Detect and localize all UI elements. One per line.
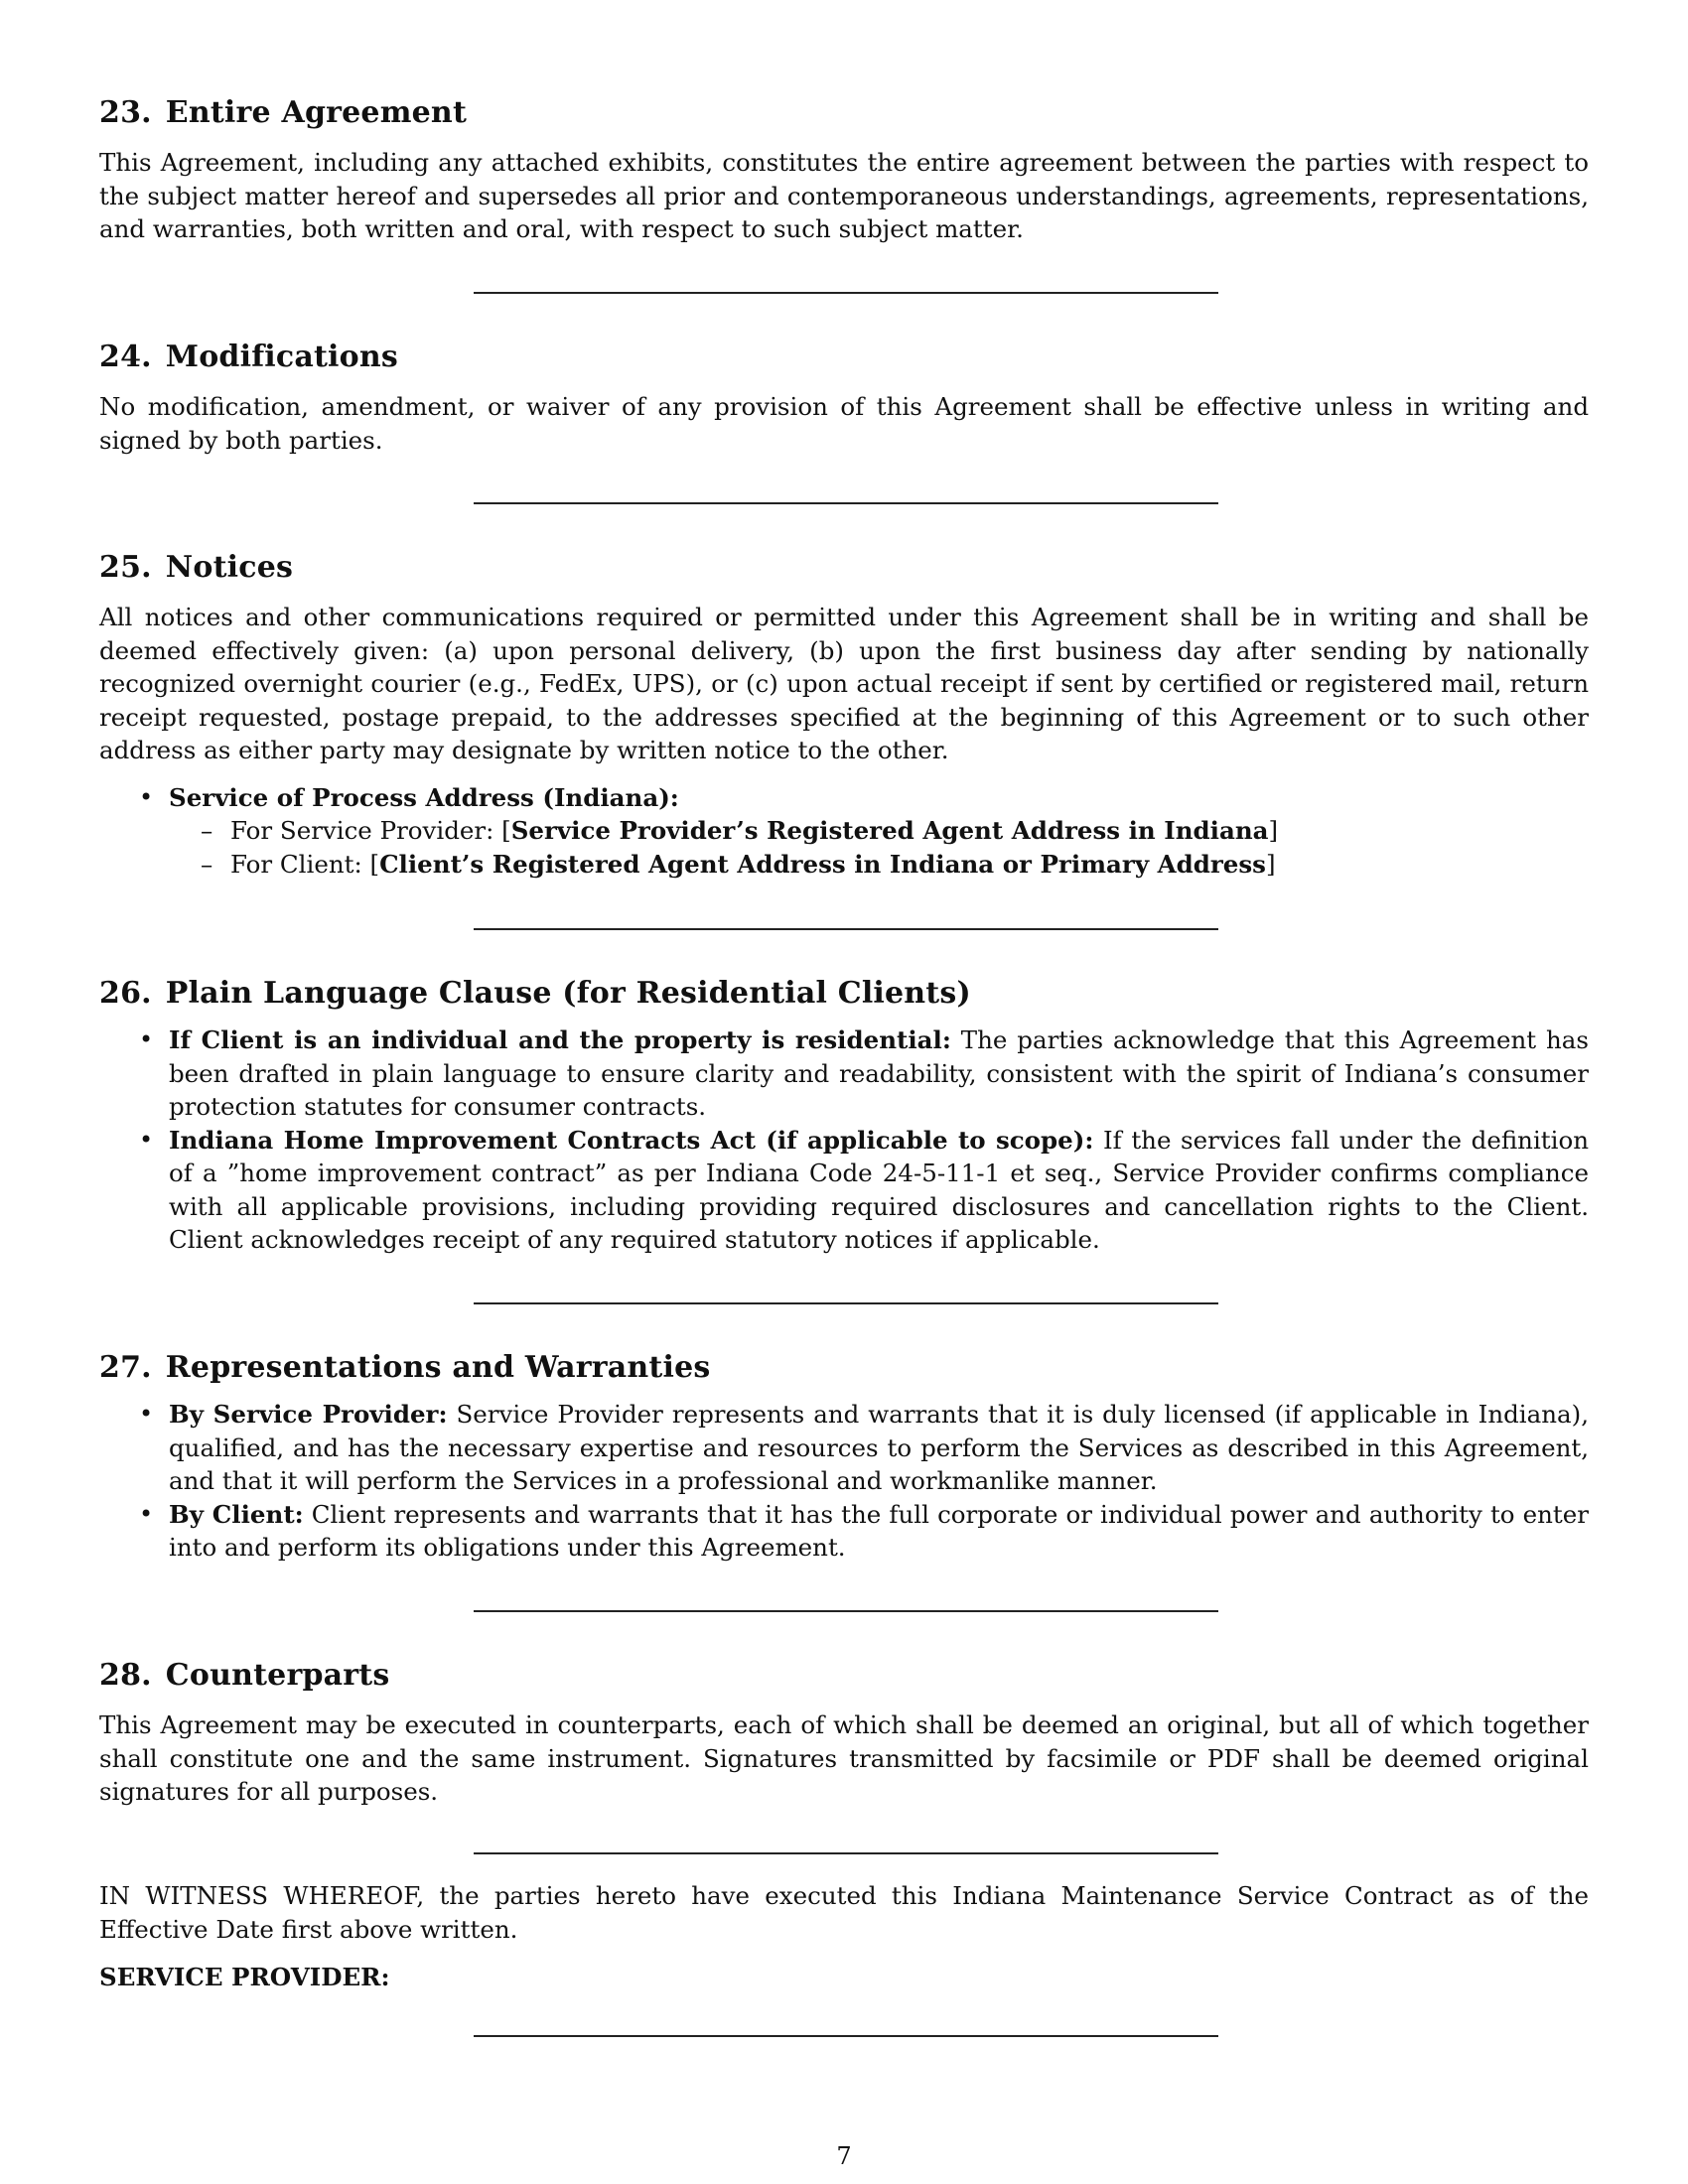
- section-divider: [474, 1852, 1218, 1854]
- section-27: [99, 1348, 1589, 1565]
- list-item: • Indiana Home Improvement Contracts Act (if applicable to scope): If the services fall under the definition of a ”home improvement contract” as per Indiana Code 24-5-11-1 et seq., Service Provider confirms compliance with all applicable provisions, including providing required disclosures and cancellation rights to the Client. Client acknowledges receipt of any required statutory notices if applicable.: [99, 1124, 1589, 1257]
- section-heading: 27. Representations and Warranties: [99, 1350, 711, 1385]
- list-item: • If Client is an individual and the property is residential: The parties acknowledge that this Agreement has been drafted in plain language to ensure clarity and readability, consistent with the spirit of Indiana’s consumer protection statutes for consumer contracts.: [99, 1024, 1589, 1124]
- service-provider-label: SERVICE PROVIDER:: [99, 1963, 390, 1991]
- list-item: • Service of Process Address (Indiana): – For Service Provider: [Service Provider’s Registered Agent Address in Indiana] – For Client: [Client’s Registered Agent Address in Indiana or Primary Address]: [99, 781, 1589, 882]
- section-divider: [474, 1610, 1218, 1612]
- section-heading: 26. Plain Language Clause (for Residential Clients): [99, 976, 971, 1011]
- section-28: [99, 1656, 1589, 1809]
- section-divider: [474, 292, 1218, 294]
- section-divider: [474, 1302, 1218, 1304]
- section-26: [99, 974, 1589, 1257]
- section-divider: [474, 928, 1218, 930]
- section-divider: [474, 502, 1218, 504]
- page-number: 7: [836, 2142, 852, 2170]
- section-24: [99, 338, 1589, 457]
- section-heading: 24. Modifications: [99, 340, 398, 374]
- section-heading: 25. Notices: [99, 550, 294, 585]
- bullet-list: [99, 1398, 1589, 1565]
- witness-block: [99, 1879, 1589, 1994]
- witness-text: IN WITNESS WHEREOF, the parties hereto have executed this Indiana Maintenance Service Contract as of the Effective Date first above written.: [99, 1881, 1589, 1944]
- bullet-list: [99, 1024, 1589, 1257]
- section-heading: 28. Counterparts: [99, 1658, 390, 1693]
- section-heading: 23. Entire Agreement: [99, 95, 467, 130]
- sub-list: [169, 814, 1589, 881]
- sub-list-item: – For Service Provider: [Service Provider’s Registered Agent Address in Indiana]: [169, 814, 1589, 848]
- bullet-list: [99, 781, 1589, 882]
- sub-list-item: – For Client: [Client’s Registered Agent Address in Indiana or Primary Address]: [169, 848, 1589, 882]
- list-item: • By Client: Client represents and warrants that it has the full corporate or individual power and authority to enter into and perform its obligations under this Agreement.: [99, 1498, 1589, 1565]
- signature-line: [474, 2035, 1218, 2037]
- section-body: This Agreement may be executed in counterparts, each of which shall be deemed an original, but all of which together shall constitute one and the same instrument. Signatures transmitted by facsimile or PDF shall be deemed original signatures for all purposes.: [99, 1710, 1589, 1806]
- list-item: • By Service Provider: Service Provider represents and warrants that it is duly licensed (if applicable in Indiana), qualified, and has the necessary expertise and resources to perform the Services as described in this Agreement, and that it will perform the Services in a professional and workmanlike manner.: [99, 1398, 1589, 1498]
- section-23: [99, 93, 1589, 246]
- section-body: No modification, amendment, or waiver of any provision of this Agreement shall be effective unless in writing and signed by both parties.: [99, 392, 1589, 455]
- section-body: This Agreement, including any attached exhibits, constitutes the entire agreement between the parties with respect to the subject matter hereof and supersedes all prior and contemporaneous understandings, agreements, representations, and warranties, both written and oral, with respect to such subject matter.: [99, 148, 1589, 243]
- section-25: [99, 548, 1589, 881]
- section-body: All notices and other communications required or permitted under this Agreement shall be in writing and shall be deemed effectively given: (a) upon personal delivery, (b) upon the first business day after sending by nationally recognized overnight courier (e.g., FedEx, UPS), or (c) upon actual receipt if sent by certified or registered mail, return receipt requested, postage prepaid, to the addresses specified at the beginning of this Agreement or to such other address as either party may designate by written notice to the other.: [99, 603, 1589, 764]
